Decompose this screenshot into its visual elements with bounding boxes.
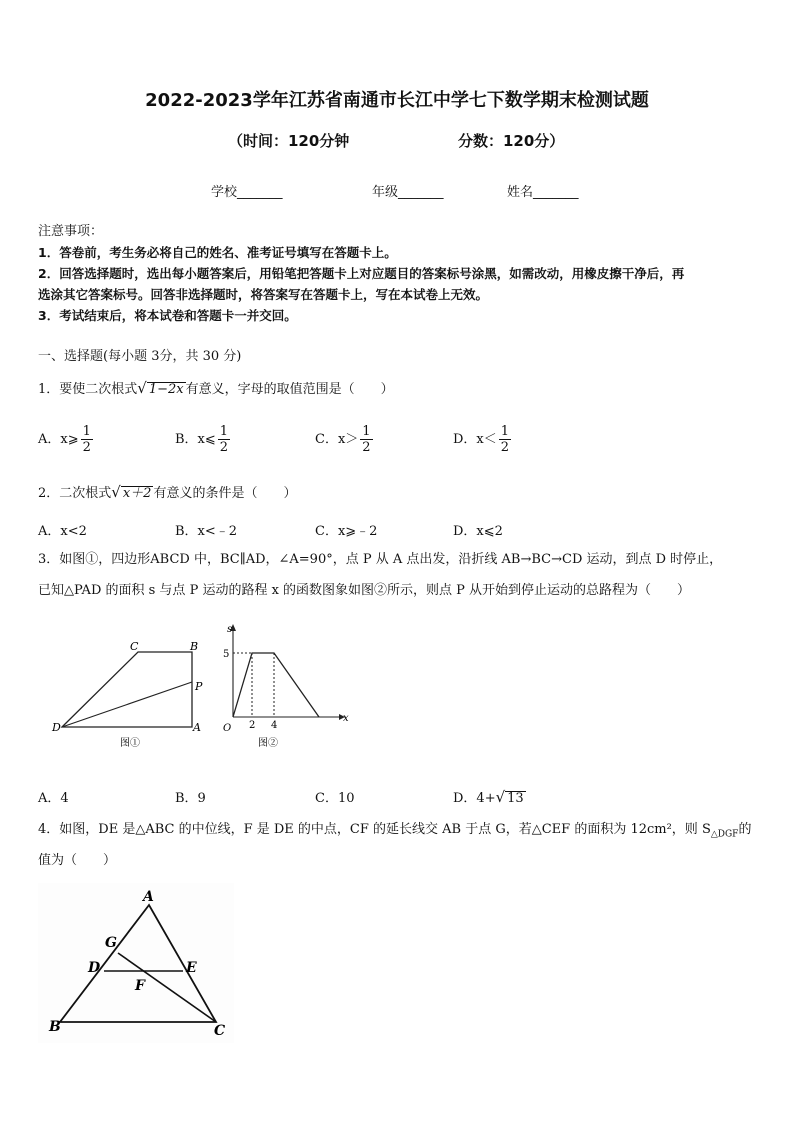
numerator: 1 xyxy=(500,424,510,439)
grade-field: 年级_______ xyxy=(372,185,444,200)
label-a: A xyxy=(143,889,154,905)
sqrt-icon: √ xyxy=(495,788,506,806)
q4-triangle-figure xyxy=(38,883,234,1043)
q3-option-c: C．10 xyxy=(315,791,355,806)
q2-option-b: B．x<﹣2 xyxy=(175,524,238,539)
q2-radicand: x＋2 xyxy=(122,486,152,501)
tick-4: 4 xyxy=(271,720,278,731)
note-2a: 2．回答选择题时，选出每小题答案后，用铅笔把答题卡上对应题目的答案标号涂黑，如需改动，用橡皮擦干净后，再 xyxy=(38,266,685,281)
q3-option-b: B．9 xyxy=(175,791,206,806)
label-d: D xyxy=(88,960,101,976)
label-a: A xyxy=(193,721,201,734)
sqrt-icon: √ xyxy=(137,379,147,397)
axis-s-label: s xyxy=(227,624,233,635)
denominator: 2 xyxy=(362,440,371,455)
segment-dp xyxy=(62,682,192,727)
figure-2-caption: 图② xyxy=(258,738,278,749)
q4-stem: 4．如图，DE 是△ABC 的中位线，F 是 DE 的中点，CF 的延长线交 AB 于点 G，若△CEF 的面积为 12cm²，则 S xyxy=(38,822,711,837)
page-title: 2022-2023学年江苏省南通市长江中学七下数学期末检测试题 xyxy=(145,90,649,111)
question-3-line-2: 已知△PAD 的面积 s 与点 P 运动的路程 x 的函数图象如图②所示，则点 P 从开始到停止运动的总路程为（ ） xyxy=(38,583,691,598)
option-label: B．x⩽ xyxy=(175,432,216,447)
q2-option-c: C．x⩾﹣2 xyxy=(315,524,378,539)
q4-subscript: △DGF xyxy=(710,829,739,840)
q1-option-a xyxy=(38,424,93,455)
q3-option-d xyxy=(453,787,526,806)
notes-heading: 注意事项： xyxy=(38,224,104,239)
tick-5: 5 xyxy=(223,649,230,660)
q1-stem-pre: 1．要使二次根式 xyxy=(38,382,138,397)
q2-stem-pre: 2．二次根式 xyxy=(38,486,112,501)
tick-2: 2 xyxy=(249,720,256,731)
radicand: 13 xyxy=(507,791,524,806)
fraction xyxy=(81,424,93,455)
label-c: C xyxy=(130,640,139,653)
q1-option-d xyxy=(453,424,511,455)
sqrt-icon: √ xyxy=(111,483,121,501)
question-3-line-1: 3．如图①，四边形ABCD 中，BC∥AD，∠A=90°，点 P 从 A 点出发，沿折线 AB→BC→CD 运动，到点 D 时停止， xyxy=(38,552,723,567)
time-label: （时间：120分钟 xyxy=(228,132,350,150)
numerator: 1 xyxy=(362,424,371,439)
name-field: 姓名_______ xyxy=(507,185,579,200)
q2-stem-post: 有意义的条件是（ ） xyxy=(153,486,297,501)
question-1 xyxy=(38,378,394,400)
label-g: G xyxy=(105,935,117,951)
figure-2-graph xyxy=(223,624,349,749)
q3-option-a: A．4 xyxy=(38,791,69,806)
denominator: 2 xyxy=(82,440,91,455)
graph-line xyxy=(233,653,319,717)
q4-stem-end: 的 xyxy=(738,822,752,837)
option-label: D．x＜ xyxy=(453,432,497,447)
q1-radicand: 1−2x xyxy=(148,382,184,397)
note-3: 3．考试结束后，将本试卷和答题卡一并交回。 xyxy=(38,308,297,323)
q1-option-c xyxy=(315,424,373,455)
option-label: D．4+ xyxy=(453,791,496,806)
trapezoid-outline xyxy=(62,652,192,727)
axis-x-label: x xyxy=(343,713,349,724)
question-4-line-2: 值为（ ） xyxy=(38,853,117,868)
numerator: 1 xyxy=(219,424,229,439)
option-label: A．x⩾ xyxy=(38,432,79,447)
q2-option-a: A．x<2 xyxy=(38,524,87,539)
school-field: 学校_______ xyxy=(211,185,283,200)
denominator: 2 xyxy=(219,440,229,455)
figure-1-trapezoid xyxy=(51,640,203,749)
fraction xyxy=(499,424,511,455)
question-4-line-1 xyxy=(38,820,751,845)
q1-option-b xyxy=(175,424,230,455)
numerator: 1 xyxy=(82,424,91,439)
section-heading: 一、选择题(每小题 3分，共 30 分) xyxy=(38,349,242,364)
q2-option-d: D．x⩽2 xyxy=(453,524,503,539)
question-2 xyxy=(38,482,296,504)
note-1: 1．答卷前，考生务必将自己的姓名、准考证号填写在答题卡上。 xyxy=(38,245,397,260)
label-e: E xyxy=(186,960,197,976)
option-label: C．x＞ xyxy=(315,432,359,447)
label-f: F xyxy=(135,978,145,994)
note-2b: 选涂其它答案标号。回答非选择题时，将答案写在答题卡上，写在本试卷上无效。 xyxy=(38,287,489,302)
denominator: 2 xyxy=(500,440,510,455)
label-p: P xyxy=(195,680,203,693)
label-b: B xyxy=(49,1019,61,1035)
figure-background xyxy=(38,883,234,1043)
q3-figures xyxy=(40,620,360,760)
score-label: 分数：120分） xyxy=(458,132,565,150)
label-c: C xyxy=(214,1023,226,1039)
figure-1-caption: 图① xyxy=(120,738,140,749)
fraction xyxy=(360,424,372,455)
fraction xyxy=(218,424,230,455)
q1-stem-post: 有意义，字母的取值范围是（ ） xyxy=(185,382,394,397)
origin-label: O xyxy=(223,723,232,734)
label-d: D xyxy=(52,721,61,734)
label-b: B xyxy=(190,640,199,653)
